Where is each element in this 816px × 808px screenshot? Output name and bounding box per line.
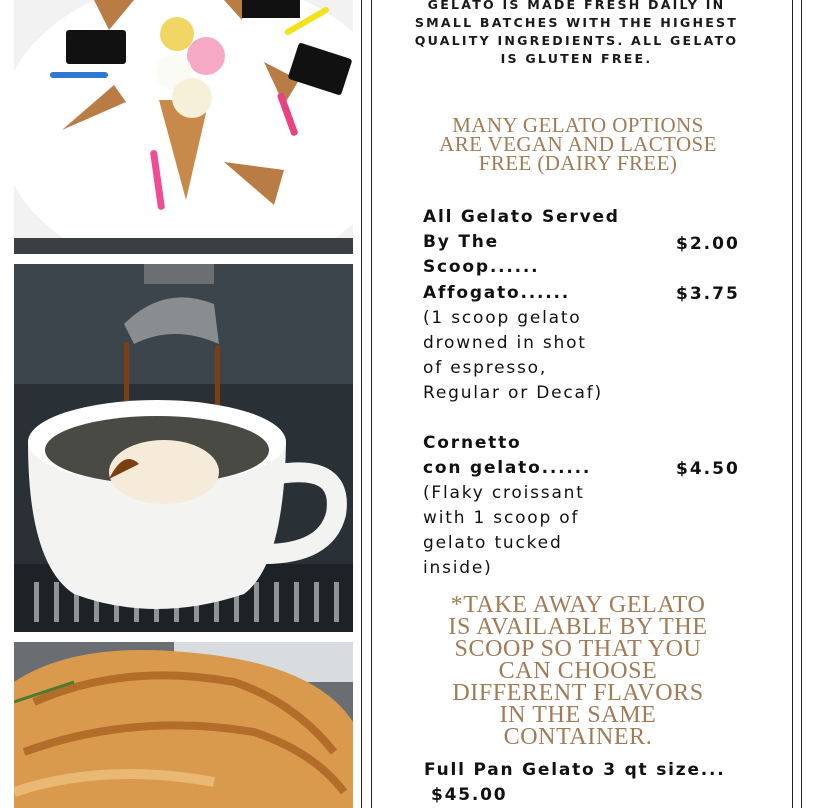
item-desc-line: (Flaky croissant — [423, 483, 585, 503]
takeaway-note — [406, 594, 750, 748]
intro-text — [400, 0, 753, 68]
takeaway-note-line: IS AVAILABLE BY THE — [448, 614, 708, 640]
cornetto-photo — [14, 642, 353, 808]
menu-item-affogato — [423, 281, 623, 406]
vegan-note-line: FREE (DAIRY FREE) — [478, 151, 678, 175]
item-name-line: Affogato...... — [423, 283, 571, 303]
affogato-photo — [14, 264, 353, 632]
cornetto-image — [14, 642, 353, 808]
item-desc-line: inside) — [423, 558, 493, 578]
item-name-line: Cornetto — [423, 433, 522, 453]
price-cornetto: $4.50 — [676, 459, 740, 479]
gelato-photo — [14, 0, 353, 254]
takeaway-note-line: CONTAINER. — [503, 724, 653, 750]
takeaway-note-line: IN THE SAME — [499, 702, 657, 728]
price-gelato: $2.00 — [676, 234, 740, 254]
full-pan-price: $45.00 — [431, 785, 508, 805]
item-desc-line: gelato tucked — [423, 533, 563, 553]
item-desc-line: with 1 scoop of — [423, 508, 580, 528]
takeaway-note-line: CAN CHOOSE — [498, 658, 658, 684]
item-name-line: By The Scoop...... — [423, 232, 540, 277]
price-affogato: $3.75 — [676, 284, 740, 304]
takeaway-note-line: DIFFERENT FLAVORS — [452, 680, 704, 706]
intro-line: GELATO IS MADE FRESH DAILY IN — [427, 0, 726, 12]
item-desc-line: of espresso, — [423, 358, 548, 378]
affogato-image — [14, 264, 353, 632]
menu-item-gelato — [423, 205, 623, 280]
item-name-line: con gelato...... — [423, 458, 592, 478]
intro-line: QUALITY INGREDIENTS. ALL GELATO — [414, 33, 739, 48]
takeaway-note-line: SCOOP SO THAT YOU — [454, 636, 702, 662]
vegan-note-line: ARE VEGAN AND LACTOSE — [439, 132, 717, 156]
menu-item-cornetto — [423, 431, 623, 581]
intro-line: IS GLUTEN FREE. — [500, 51, 653, 66]
item-desc-line: drowned in shot — [423, 333, 587, 353]
vegan-note-line: MANY GELATO OPTIONS — [452, 113, 704, 137]
intro-line: SMALL BATCHES WITH THE HIGHEST — [414, 15, 739, 30]
vegan-note — [410, 113, 746, 175]
gelato-image — [14, 0, 353, 254]
full-pan-label: Full Pan Gelato 3 qt size... — [424, 760, 726, 780]
item-desc-line: (1 scoop gelato — [423, 308, 582, 328]
takeaway-note-line: *TAKE AWAY GELATO — [450, 592, 706, 618]
item-desc-line: Regular or Decaf) — [423, 383, 603, 403]
item-name-line: All Gelato Served — [423, 207, 620, 227]
